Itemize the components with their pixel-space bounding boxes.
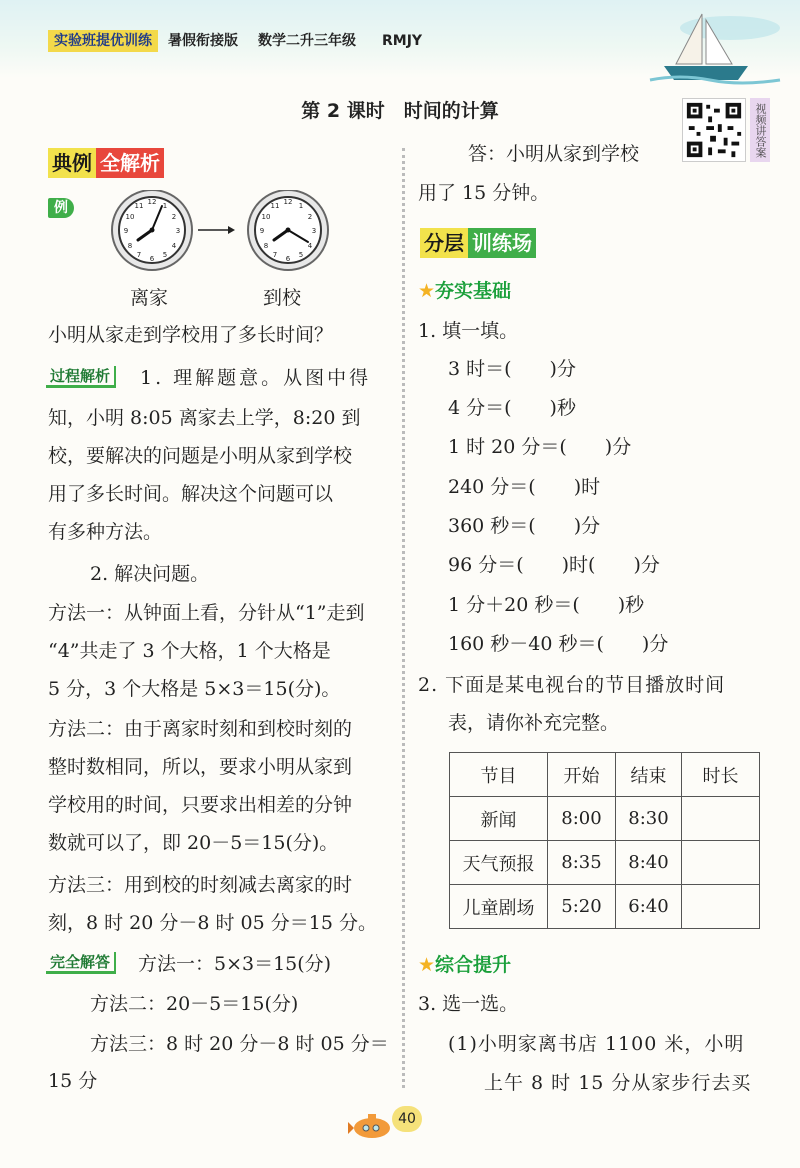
clocks-figure	[108, 190, 333, 275]
table-cell: 5:20	[548, 885, 616, 929]
svg-text:1: 1	[298, 202, 304, 210]
svg-text:9: 9	[123, 227, 129, 235]
svg-text:2: 2	[171, 213, 177, 221]
basic-heading-text: 夯实基础	[435, 280, 512, 302]
method-line: 方法三：用到校的时刻减去离家的时	[48, 874, 353, 896]
sailboat-icon	[640, 6, 790, 86]
table-header-cell: 节目	[450, 753, 548, 797]
svg-text:3: 3	[311, 227, 317, 235]
qr-code-icon[interactable]	[682, 98, 746, 162]
svg-text:8: 8	[127, 242, 133, 250]
page-header	[0, 0, 800, 78]
table-header-cell: 时长	[682, 753, 760, 797]
q1-item: 3 时＝( )分	[448, 358, 576, 380]
table-row	[450, 797, 760, 841]
svg-text:6: 6	[285, 255, 291, 263]
table-header-cell: 开始	[548, 753, 616, 797]
badge-part1: 分层	[420, 228, 468, 258]
q1-item: 1 时 20 分＝( )分	[448, 436, 632, 458]
svg-text:5: 5	[298, 251, 304, 259]
analysis-line: 有多种方法。	[48, 521, 163, 543]
svg-text:10: 10	[125, 213, 135, 221]
svg-text:2: 2	[307, 213, 313, 221]
method-line: 整时数相同，所以，要求小明从家到	[48, 756, 353, 778]
duration-input-cell[interactable]	[682, 885, 760, 929]
right-answer-line: 答：小明从家到学校	[468, 143, 640, 165]
clock-label-arrive: 到校	[263, 287, 302, 309]
star-icon: ★	[418, 954, 436, 976]
star-icon: ★	[418, 280, 436, 302]
lesson-title: 第 2 课时 时间的计算	[301, 100, 499, 122]
svg-text:7: 7	[272, 251, 278, 259]
advanced-heading	[418, 950, 511, 977]
svg-text:3: 3	[175, 227, 181, 235]
analysis-line: 校，要解决的问题是小明从家到学校	[48, 445, 353, 467]
tv-schedule-table	[449, 752, 760, 929]
duration-input-cell[interactable]	[682, 797, 760, 841]
answer-line: 15 分	[48, 1070, 98, 1092]
right-answer-line: 用了 15 分钟。	[418, 182, 550, 204]
method-line: 方法二：由于离家时刻和到校时刻的	[48, 718, 353, 740]
q2-line: 表，请你补充完整。	[448, 712, 620, 734]
table-cell: 6:40	[616, 885, 682, 929]
badge-part2: 训练场	[468, 228, 536, 258]
table-cell: 8:00	[548, 797, 616, 841]
edition-label: 暑假衔接版	[168, 33, 238, 49]
q1-item: 4 分＝( )秒	[448, 397, 576, 419]
q1-item: 240 分＝( )时	[448, 476, 601, 498]
q1-item: 160 秒－40 秒＝( )分	[448, 633, 669, 655]
svg-text:11: 11	[134, 202, 144, 210]
svg-text:8: 8	[263, 242, 269, 250]
submarine-icon	[346, 1108, 392, 1142]
q3-line: 上午 8 时 15 分从家步行去买	[484, 1072, 752, 1094]
basic-heading	[418, 276, 511, 303]
table-cell: 新闻	[450, 797, 548, 841]
svg-text:4: 4	[307, 242, 313, 250]
qr-caption: 视频讲答案	[750, 98, 770, 162]
table-header-row	[450, 753, 760, 797]
svg-text:5: 5	[162, 251, 168, 259]
answer-tag: 完全解答	[46, 952, 116, 974]
analysis-line: 知，小明 8:05 离家去上学，8:20 到	[48, 407, 361, 429]
method-line: 数就可以了，即 20－5＝15(分)。	[48, 832, 339, 854]
duration-input-cell[interactable]	[682, 841, 760, 885]
method-line: 刻，8 时 20 分－8 时 05 分＝15 分。	[48, 912, 377, 934]
table-row	[450, 841, 760, 885]
method-line: 学校用的时间，只要求出相差的分钟	[48, 794, 353, 816]
clock-arrive-icon	[248, 190, 328, 270]
example-tag: 例	[48, 198, 74, 218]
svg-text:11: 11	[270, 202, 280, 210]
analysis-tag: 过程解析	[46, 366, 116, 388]
brand-label: 实验班提优训练	[48, 30, 158, 52]
answer-line: 方法三：8 时 20 分－8 时 05 分＝	[90, 1033, 389, 1055]
svg-text:4: 4	[171, 242, 177, 250]
answer-line: 方法一：5×3＝15(分)	[138, 953, 332, 975]
analysis-line: 2. 解决问题。	[90, 563, 210, 585]
answer-line: 方法二：20－5＝15(分)	[90, 993, 299, 1015]
table-cell: 8:40	[616, 841, 682, 885]
svg-text:6: 6	[149, 255, 155, 263]
table-row	[450, 885, 760, 929]
method-line: 方法一：从钟面上看，分针从“1”走到	[48, 602, 365, 624]
q2-line: 2. 下面是某电视台的节目播放时间	[418, 674, 726, 696]
analysis-line: 1. 理解题意。从图中得	[140, 367, 372, 389]
analysis-line: 用了多长时间。解决这个问题可以	[48, 483, 334, 505]
practice-section-badge	[420, 228, 536, 258]
table-cell: 天气预报	[450, 841, 548, 885]
column-divider	[402, 148, 405, 1088]
svg-text:7: 7	[136, 251, 142, 259]
example-question: 小明从家走到学校用了多长时间？	[48, 324, 334, 346]
table-cell: 儿童剧场	[450, 885, 548, 929]
page-number: 40	[392, 1106, 422, 1132]
example-section-badge	[48, 148, 164, 178]
table-cell: 8:30	[616, 797, 682, 841]
svg-text:10: 10	[261, 213, 271, 221]
table-header-cell: 结束	[616, 753, 682, 797]
q1-item: 96 分＝( )时( )分	[448, 554, 660, 576]
q3-line: (1)小明家离书店 1100 米，小明	[448, 1033, 745, 1055]
method-line: “4”共走了 3 个大格，1 个大格是	[48, 640, 331, 662]
badge-part2: 全解析	[96, 148, 164, 178]
svg-text:1: 1	[162, 202, 168, 210]
clock-depart-icon	[112, 190, 192, 270]
clock-label-depart: 离家	[130, 287, 169, 309]
subject-label: 数学二升三年级	[258, 33, 356, 49]
q1-item: 1 分＋20 秒＝( )秒	[448, 594, 645, 616]
q1-title: 1. 填一填。	[418, 320, 519, 342]
table-cell: 8:35	[548, 841, 616, 885]
method-line: 5 分，3 个大格是 5×3＝15(分)。	[48, 678, 341, 700]
q3-title: 3. 选一选。	[418, 993, 519, 1015]
svg-text:9: 9	[259, 227, 265, 235]
advanced-heading-text: 综合提升	[435, 954, 512, 976]
svg-text:12: 12	[283, 198, 293, 206]
code-label: RMJY	[382, 33, 423, 49]
svg-text:12: 12	[147, 198, 157, 206]
q1-item: 360 秒＝( )分	[448, 515, 601, 537]
badge-part1: 典例	[48, 148, 96, 178]
